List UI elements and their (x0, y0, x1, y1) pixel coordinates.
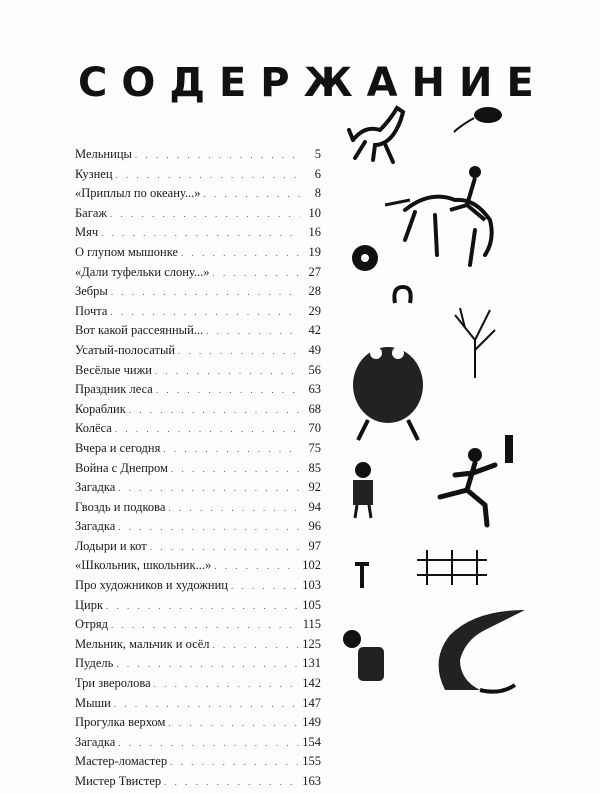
toc-entry-page: 8 (314, 186, 321, 201)
toc-entry[interactable] (75, 674, 321, 694)
toc-leader-dots (213, 636, 300, 656)
toc-leader-dots (150, 538, 300, 558)
toc-entry-page: 149 (302, 715, 321, 730)
toc-entry[interactable] (75, 400, 321, 420)
toc-entry-title: Зебры (75, 284, 108, 299)
toc-entry[interactable] (75, 733, 321, 753)
toc-entry[interactable] (75, 439, 321, 459)
toc-leader-dots (178, 342, 300, 362)
toc-entry[interactable] (75, 635, 321, 655)
toc-entry-title: Лодыри и кот (75, 538, 147, 553)
fence-drawing (412, 545, 492, 590)
toc-leader-dots (114, 695, 299, 715)
toc-entry-page: 142 (302, 676, 321, 691)
toc-entry-title: Прогулка верхом (75, 715, 166, 730)
toc-entry[interactable] (75, 165, 321, 185)
toc-entry[interactable] (75, 321, 321, 341)
toc-entry[interactable] (75, 596, 321, 616)
toc-entry-title: Усатый-полосатый (75, 342, 176, 357)
toc-leader-dots (116, 166, 300, 186)
frog-drawing (338, 335, 433, 445)
toc-entry[interactable] (75, 184, 321, 204)
toc-entry-page: 28 (308, 284, 321, 299)
toc-entry-page: 102 (302, 558, 321, 573)
toc-entry-title: Три зверолова (75, 676, 151, 691)
table-of-contents (75, 145, 321, 792)
toc-entry-title: Весёлые чижи (75, 362, 152, 377)
toc-entry-page: 115 (302, 617, 321, 632)
toc-entry[interactable] (75, 204, 321, 224)
toc-entry-title: Кораблик (75, 401, 126, 416)
toc-leader-dots (118, 518, 300, 538)
toc-entry-page: 105 (302, 597, 321, 612)
toc-entry[interactable] (75, 282, 321, 302)
toc-entry-page: 16 (308, 225, 321, 240)
toc-entry-page: 147 (302, 695, 321, 710)
toc-leader-dots (110, 205, 300, 225)
horseshoe-drawing (390, 283, 415, 308)
toc-entry-title: Гвоздь и подкова (75, 499, 166, 514)
toc-entry-page: 29 (308, 303, 321, 318)
toc-entry[interactable] (75, 517, 321, 537)
toc-entry[interactable] (75, 772, 321, 792)
toc-entry[interactable] (75, 478, 321, 498)
mouse-drawing (450, 100, 510, 140)
toc-entry-page: 97 (308, 538, 321, 553)
nail-drawing (352, 560, 372, 590)
toc-entry-title: Мастер-ломастер (75, 754, 168, 769)
toc-leader-dots (206, 322, 300, 342)
toc-leader-dots (168, 714, 299, 734)
toc-entry[interactable] (75, 459, 321, 479)
toc-entry[interactable] (75, 615, 321, 635)
toc-leader-dots (135, 146, 300, 166)
toc-entry-title: Загадка (75, 519, 116, 534)
toc-entry[interactable] (75, 243, 321, 263)
toc-entry-page: 103 (302, 578, 321, 593)
toc-entry-page: 6 (314, 166, 321, 181)
page-title: СОДЕРЖАНИЕ (78, 60, 548, 106)
toc-entry-title: Загадка (75, 480, 116, 495)
toc-entry-page: 5 (314, 147, 321, 161)
toc-entry-title: Вчера и сегодня (75, 440, 161, 455)
runner-drawing (425, 435, 520, 530)
toc-entry-page: 163 (302, 774, 321, 788)
toc-entry-page: 94 (308, 499, 321, 514)
toc-entry-page: 42 (308, 323, 321, 338)
ball-drawing (350, 243, 380, 273)
toc-entry[interactable] (75, 380, 321, 400)
toc-entry-page: 154 (302, 734, 321, 749)
toc-entry[interactable] (75, 145, 321, 165)
toc-entry[interactable] (75, 263, 321, 283)
toc-entry[interactable] (75, 694, 321, 714)
toc-leader-dots (170, 753, 299, 773)
toc-entry[interactable] (75, 654, 321, 674)
toc-leader-dots (111, 616, 300, 636)
toc-leader-dots (204, 185, 300, 205)
toc-leader-dots (118, 734, 299, 754)
toc-entry-title: Праздник леса (75, 382, 153, 397)
toc-entry-page: 75 (308, 440, 321, 455)
toc-entry-page: 10 (308, 205, 321, 220)
toc-entry-page: 49 (308, 342, 321, 357)
toc-leader-dots (214, 557, 299, 577)
toc-entry-title: Про художников и художниц (75, 578, 228, 593)
crocodile-drawing (425, 600, 530, 705)
toc-entry-page: 131 (302, 656, 321, 671)
toc-leader-dots (116, 655, 299, 675)
toc-leader-dots (181, 244, 300, 264)
toc-leader-dots (168, 499, 300, 519)
boy-drawing (345, 460, 385, 520)
toc-entry-title: Мельник, мальчик и осёл (75, 636, 210, 651)
toc-entry-page: 155 (302, 754, 321, 769)
toc-entry-page: 63 (308, 382, 321, 397)
toc-entry-page: 56 (308, 362, 321, 377)
toc-entry-title: Война с Днепром (75, 460, 168, 475)
toc-entry-title: Загадка (75, 734, 116, 749)
toc-entry[interactable] (75, 361, 321, 381)
toc-entry[interactable] (75, 498, 321, 518)
toc-entry-title: Мистер Твистер (75, 774, 162, 788)
toc-leader-dots (118, 479, 300, 499)
toc-entry-title: «Дали туфельки слону...» (75, 264, 210, 279)
toc-leader-dots (171, 460, 300, 480)
toc-entry[interactable] (75, 223, 321, 243)
toc-entry-page: 92 (308, 480, 321, 495)
toc-leader-dots (231, 577, 299, 597)
toc-leader-dots (164, 773, 299, 793)
toc-leader-dots (110, 303, 300, 323)
tree-drawing (440, 300, 505, 380)
toc-entry[interactable] (75, 752, 321, 772)
toc-entry-title: О глупом мышонке (75, 244, 179, 259)
toc-leader-dots (163, 440, 300, 460)
toc-entry-page: 85 (308, 460, 321, 475)
toc-entry-title: Колёса (75, 421, 112, 436)
toc-leader-dots (101, 224, 300, 244)
toc-entry-title: Пудель (75, 656, 114, 671)
toc-entry-title: Мельницы (75, 147, 132, 161)
toc-entry-page: 125 (302, 636, 321, 651)
toc-leader-dots (111, 283, 300, 303)
toc-entry-title: Мыши (75, 695, 111, 710)
toc-entry-title: «Школьник, школьник...» (75, 558, 212, 573)
toc-entry-page: 19 (308, 244, 321, 259)
toc-entry[interactable] (75, 576, 321, 596)
toc-leader-dots (213, 264, 300, 284)
toc-leader-dots (106, 597, 299, 617)
toc-entry-title: Багаж (75, 205, 108, 220)
toc-entry-title: Отряд (75, 617, 109, 632)
toc-entry-title: Цирк (75, 597, 104, 612)
toc-entry-page: 70 (308, 421, 321, 436)
toc-leader-dots (156, 381, 300, 401)
toc-entry-page: 68 (308, 401, 321, 416)
toc-leader-dots (154, 675, 300, 695)
toc-entry-title: Мяч (75, 225, 99, 240)
toc-entry-page: 27 (308, 264, 321, 279)
pot-drawing (340, 625, 390, 685)
toc-entry[interactable] (75, 713, 321, 733)
toc-entry-title: Кузнец (75, 166, 113, 181)
toc-entry-title: «Приплыл по океану...» (75, 186, 201, 201)
toc-entry[interactable] (75, 537, 321, 557)
toc-entry[interactable] (75, 556, 321, 576)
toc-entry[interactable] (75, 341, 321, 361)
toc-entry[interactable] (75, 302, 321, 322)
toc-leader-dots (129, 401, 300, 421)
toc-leader-dots (115, 420, 300, 440)
toc-entry-page: 96 (308, 519, 321, 534)
toc-entry-title: Вот какой рассеянный... (75, 323, 204, 338)
toc-leader-dots (155, 362, 300, 382)
toc-entry[interactable] (75, 419, 321, 439)
rider-drawing (375, 160, 520, 275)
toc-entry-title: Почта (75, 303, 108, 318)
